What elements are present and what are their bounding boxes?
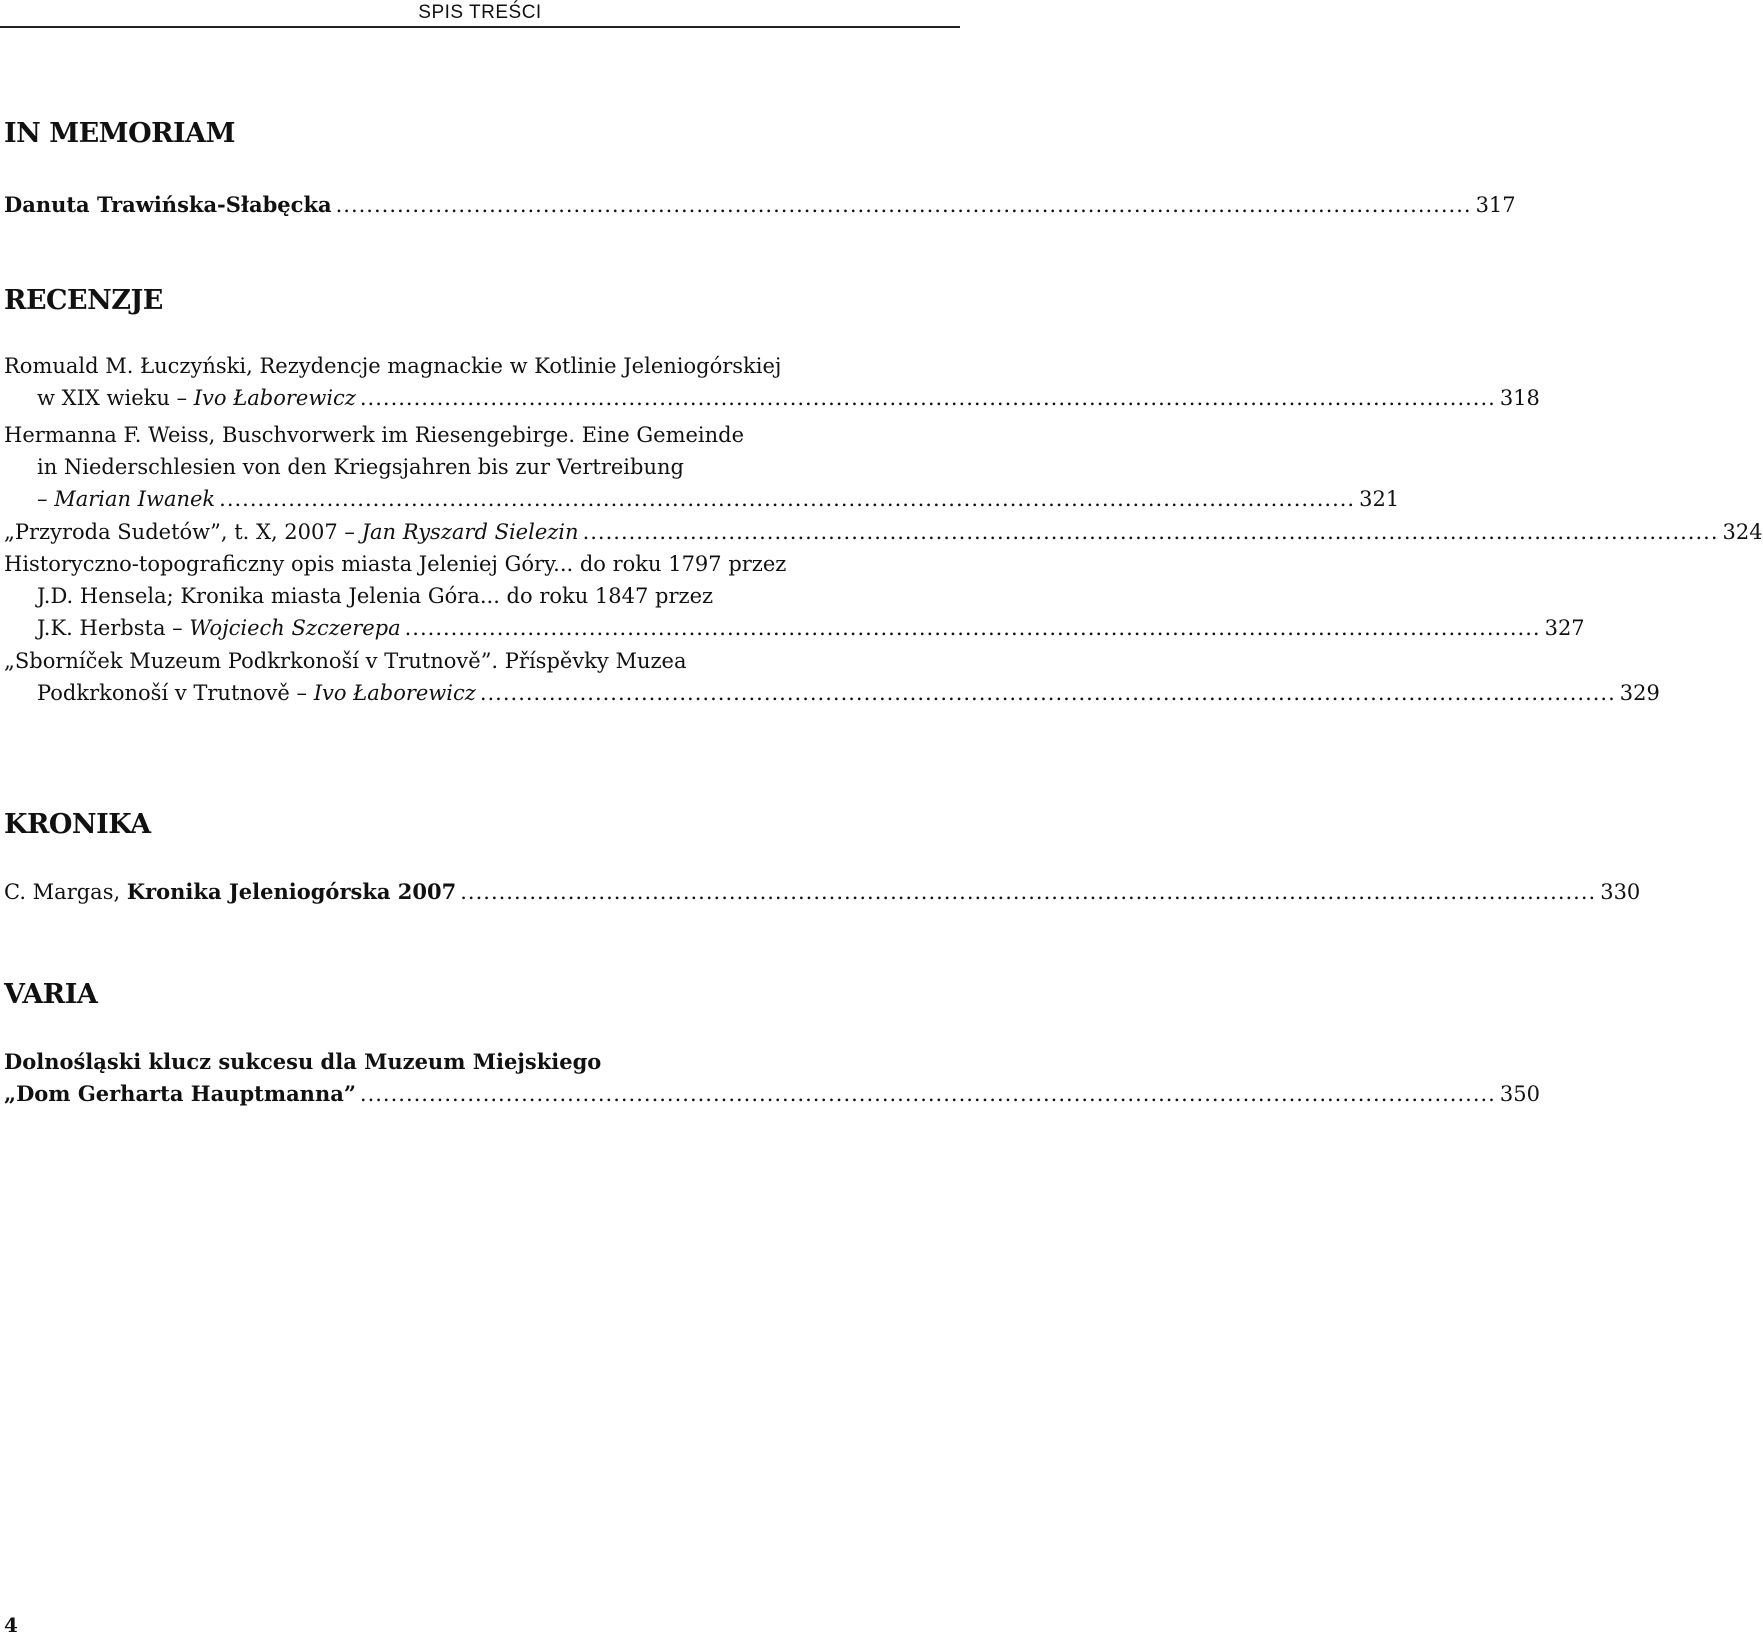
leader-dots: .................................................................................................................................................... bbox=[582, 520, 1719, 544]
entry-author: Ivo Łaborewicz bbox=[313, 681, 476, 705]
entry-title-line: Romuald M. Łuczyński, Rezydencje magnackie w Kotlinie Jeleniogórskiej bbox=[4, 354, 782, 378]
page-number: 327 bbox=[1544, 616, 1585, 640]
entry-title-line: in Niederschlesien von den Kriegsjahren bis zur Vertreibung bbox=[37, 455, 684, 479]
page-number: 324 bbox=[1722, 520, 1763, 544]
page-number: 318 bbox=[1499, 386, 1540, 410]
toc-entry-luczynski[interactable] bbox=[4, 350, 1540, 414]
folio-page-number: 4 bbox=[4, 1613, 18, 1637]
toc-entry-kronika-2007[interactable] bbox=[4, 876, 1641, 908]
section-title-varia: VARIA bbox=[4, 979, 98, 1010]
page-number: 321 bbox=[1359, 487, 1400, 511]
page-number: 350 bbox=[1499, 1082, 1540, 1106]
entry-title-bold: Kronika Jeleniogórska 2007 bbox=[126, 879, 457, 904]
entry-title-line: J.K. Herbsta – Wojciech Szczerepa bbox=[37, 616, 401, 640]
running-head: SPIS TREŚCI bbox=[0, 0, 960, 28]
entry-title-line: w XIX wieku – Ivo Łaborewicz bbox=[37, 386, 356, 410]
leader-dots: .................................................................................................................................................... bbox=[359, 386, 1496, 410]
entry-title-line: „Dom Gerharta Hauptmanna” bbox=[4, 1081, 356, 1106]
toc-entry-przyroda-sudetow[interactable] bbox=[4, 516, 1763, 548]
leader-dots: .................................................................................................................................................... bbox=[479, 681, 1616, 705]
entry-title-line: Podkrkonoší v Trutnově – Ivo Łaborewicz bbox=[37, 681, 476, 705]
leader-dots: .................................................................................................................................................... bbox=[460, 880, 1597, 904]
toc-entry-sbornicek[interactable] bbox=[4, 645, 1660, 709]
entry-author: Marian Iwanek bbox=[54, 487, 216, 511]
entry-author: Ivo Łaborewicz bbox=[193, 386, 356, 410]
page-number: 329 bbox=[1619, 681, 1660, 705]
entry-author: Jan Ryszard Sielezin bbox=[361, 520, 579, 544]
entry-title-line: Dolnośląski klucz sukcesu dla Muzeum Miejskiego bbox=[4, 1049, 602, 1074]
entry-title-line: Hermanna F. Weiss, Buschvorwerk im Riesengebirge. Eine Gemeinde bbox=[4, 423, 745, 447]
leader-dots: .................................................................................................................................................... bbox=[335, 193, 1472, 217]
section-title-recenzje: RECENZJE bbox=[4, 285, 163, 316]
section-title-in-memoriam: IN MEMORIAM bbox=[4, 118, 235, 149]
page-number: 330 bbox=[1600, 880, 1641, 904]
entry-title-line: Historyczno-topograficzny opis miasta Jeleniej Góry... do roku 1797 przez bbox=[4, 552, 787, 576]
toc-entry-trawinska[interactable] bbox=[4, 189, 1516, 221]
entry-title-line: „Sborníček Muzeum Podkrkonoší v Trutnově”. Příspěvky Muzea bbox=[4, 649, 687, 673]
entry-author: Wojciech Szczerepa bbox=[189, 616, 401, 640]
toc-entry-dolnoslaski-klucz[interactable] bbox=[4, 1046, 1540, 1110]
toc-entry-weiss[interactable] bbox=[4, 419, 1400, 515]
entry-title-line: – Marian Iwanek bbox=[37, 487, 216, 511]
section-title-kronika: KRONIKA bbox=[4, 809, 151, 840]
entry-title-line: „Przyroda Sudetów”, t. X, 2007 – Jan Ryszard Sielezin bbox=[4, 520, 579, 544]
leader-dots: .................................................................................................................................................... bbox=[404, 616, 1541, 640]
page-number: 317 bbox=[1475, 193, 1516, 217]
entry-title-line: J.D. Hensela; Kronika miasta Jelenia Góra... do roku 1847 przez bbox=[37, 584, 714, 608]
leader-dots: .................................................................................................................................................... bbox=[219, 487, 1356, 511]
leader-dots: .................................................................................................................................................... bbox=[359, 1082, 1496, 1106]
toc-entry-opis-jeleniej-gory[interactable] bbox=[4, 548, 1585, 644]
entry-title: Danuta Trawińska-Słabęcka bbox=[4, 192, 332, 217]
entry-title-line: C. Margas, Kronika Jeleniogórska 2007 bbox=[4, 879, 457, 904]
